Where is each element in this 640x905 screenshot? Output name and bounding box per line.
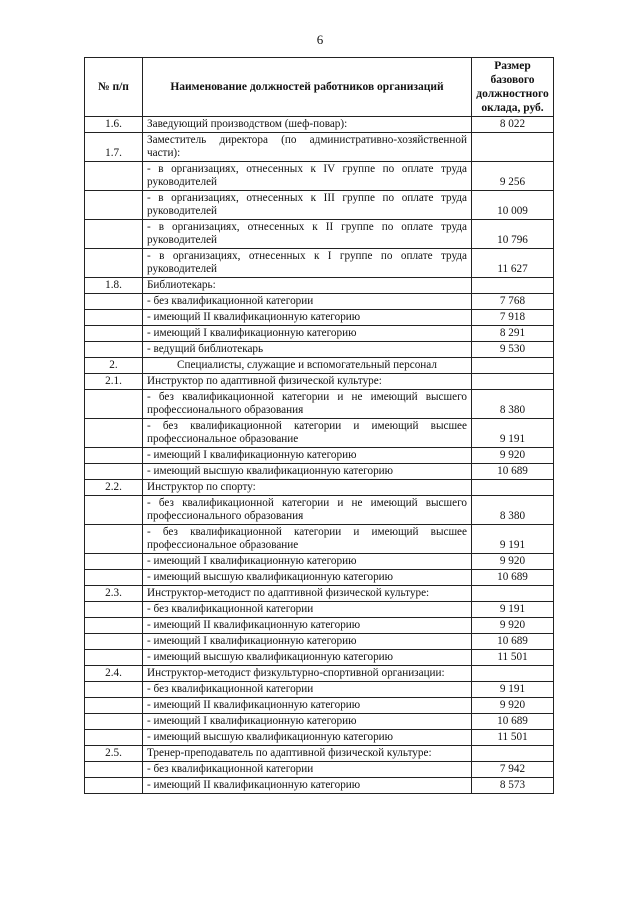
salary-value — [472, 480, 554, 496]
position-name: Библиотекарь: — [143, 278, 472, 294]
position-name: Заместитель директора (по административно-хозяйственной части): — [143, 133, 472, 162]
salary-value: 10 689 — [472, 570, 554, 586]
row-number — [85, 220, 143, 249]
row-number: 2.1. — [85, 374, 143, 390]
row-number: 2.5. — [85, 746, 143, 762]
salary-value: 11 501 — [472, 730, 554, 746]
row-number — [85, 390, 143, 419]
salary-value: 9 256 — [472, 162, 554, 191]
table-row — [85, 650, 554, 666]
position-name: - без квалификационной категории и имеющий высшее профессиональное образование — [143, 419, 472, 448]
salary-value: 9 191 — [472, 419, 554, 448]
salary-value — [472, 133, 554, 162]
salary-value: 8 380 — [472, 496, 554, 525]
salary-value: 11 501 — [472, 650, 554, 666]
table-row — [85, 133, 554, 162]
row-number: 2.2. — [85, 480, 143, 496]
salary-value: 9 920 — [472, 448, 554, 464]
row-number — [85, 714, 143, 730]
header-num: № п/п — [85, 58, 143, 117]
table-row — [85, 162, 554, 191]
table-row — [85, 278, 554, 294]
table-row — [85, 525, 554, 554]
position-name: - без квалификационной категории и не имеющий высшего профессионального образования — [143, 496, 472, 525]
table-row — [85, 310, 554, 326]
table-row — [85, 714, 554, 730]
salary-value: 9 920 — [472, 618, 554, 634]
salary-value — [472, 666, 554, 682]
position-name: - ведущий библиотекарь — [143, 342, 472, 358]
row-number — [85, 778, 143, 794]
table-row — [85, 682, 554, 698]
salary-value: 10 009 — [472, 191, 554, 220]
table-row — [85, 342, 554, 358]
salary-value: 8 022 — [472, 117, 554, 133]
salary-value — [472, 746, 554, 762]
position-name: - имеющий высшую квалификационную категорию — [143, 464, 472, 480]
position-name: - имеющий I квалификационную категорию — [143, 326, 472, 342]
position-name: Инструктор по адаптивной физической культуре: — [143, 374, 472, 390]
table-row — [85, 730, 554, 746]
row-number — [85, 570, 143, 586]
table-row — [85, 666, 554, 682]
row-number — [85, 496, 143, 525]
position-name: - без квалификационной категории — [143, 294, 472, 310]
table-row — [85, 570, 554, 586]
row-number — [85, 342, 143, 358]
salary-table — [84, 57, 554, 794]
salary-value: 8 291 — [472, 326, 554, 342]
table-row — [85, 554, 554, 570]
position-name: - имеющий II квалификационную категорию — [143, 310, 472, 326]
position-name: - без квалификационной категории и имеющий высшее профессиональное образование — [143, 525, 472, 554]
salary-value — [472, 374, 554, 390]
row-number: 2. — [85, 358, 143, 374]
position-name: - имеющий высшую квалификационную категорию — [143, 570, 472, 586]
position-name: Инструктор-методист физкультурно-спортивной организации: — [143, 666, 472, 682]
row-number — [85, 162, 143, 191]
position-name: - имеющий II квалификационную категорию — [143, 778, 472, 794]
table-row — [85, 762, 554, 778]
row-number: 1.7. — [85, 133, 143, 162]
row-number — [85, 249, 143, 278]
position-name: - имеющий высшую квалификационную категорию — [143, 650, 472, 666]
position-name: Инструктор по спорту: — [143, 480, 472, 496]
salary-value: 10 689 — [472, 464, 554, 480]
row-number — [85, 698, 143, 714]
salary-value: 9 191 — [472, 682, 554, 698]
table-header-row — [85, 58, 554, 117]
salary-value: 9 920 — [472, 698, 554, 714]
position-name: - без квалификационной категории и не имеющий высшего профессионального образования — [143, 390, 472, 419]
salary-value — [472, 586, 554, 602]
table-row — [85, 448, 554, 464]
table-row — [85, 326, 554, 342]
table-row — [85, 698, 554, 714]
position-name: - имеющий I квалификационную категорию — [143, 634, 472, 650]
position-name: - в организациях, отнесенных к IV группе по оплате труда руководителей — [143, 162, 472, 191]
row-number — [85, 464, 143, 480]
row-number — [85, 762, 143, 778]
position-name: - имеющий I квалификационную категорию — [143, 714, 472, 730]
position-name: - без квалификационной категории — [143, 602, 472, 618]
row-number — [85, 730, 143, 746]
section-title: Специалисты, служащие и вспомогательный персонал — [143, 358, 472, 374]
salary-value — [472, 278, 554, 294]
page-number: 6 — [316, 32, 324, 47]
salary-value: 9 530 — [472, 342, 554, 358]
row-number — [85, 310, 143, 326]
table-row — [85, 419, 554, 448]
table-row — [85, 480, 554, 496]
position-name: - имеющий высшую квалификационную категорию — [143, 730, 472, 746]
position-name: - без квалификационной категории — [143, 762, 472, 778]
row-number — [85, 650, 143, 666]
row-number: 2.3. — [85, 586, 143, 602]
table-row — [85, 390, 554, 419]
salary-value: 9 191 — [472, 602, 554, 618]
table-row — [85, 634, 554, 650]
position-name: - в организациях, отнесенных к I группе по оплате труда руководителей — [143, 249, 472, 278]
position-name: - без квалификационной категории — [143, 682, 472, 698]
row-number — [85, 191, 143, 220]
salary-value: 9 191 — [472, 525, 554, 554]
row-number — [85, 448, 143, 464]
section-row — [85, 358, 554, 374]
position-name: - имеющий I квалификационную категорию — [143, 554, 472, 570]
row-number — [85, 602, 143, 618]
table-row — [85, 464, 554, 480]
row-number: 1.6. — [85, 117, 143, 133]
table-row — [85, 220, 554, 249]
salary-value: 7 918 — [472, 310, 554, 326]
table-row — [85, 618, 554, 634]
row-number — [85, 326, 143, 342]
row-number — [85, 525, 143, 554]
salary-value: 10 689 — [472, 634, 554, 650]
table-row — [85, 117, 554, 133]
salary-value: 9 920 — [472, 554, 554, 570]
row-number — [85, 682, 143, 698]
position-name: - имеющий II квалификационную категорию — [143, 618, 472, 634]
table-row — [85, 746, 554, 762]
row-number — [85, 634, 143, 650]
header-size: Размер базового должностного оклада, руб. — [472, 58, 554, 117]
row-number: 2.4. — [85, 666, 143, 682]
salary-value: 8 380 — [472, 390, 554, 419]
table-row — [85, 294, 554, 310]
salary-value: 7 768 — [472, 294, 554, 310]
row-number — [85, 419, 143, 448]
row-number — [85, 294, 143, 310]
table-row — [85, 249, 554, 278]
row-number: 1.8. — [85, 278, 143, 294]
table-row — [85, 374, 554, 390]
table-row — [85, 778, 554, 794]
position-name: - в организациях, отнесенных к III группе по оплате труда руководителей — [143, 191, 472, 220]
position-name: - в организациях, отнесенных к II группе по оплате труда руководителей — [143, 220, 472, 249]
table-row — [85, 602, 554, 618]
salary-value — [472, 358, 554, 374]
table-row — [85, 191, 554, 220]
position-name: Тренер-преподаватель по адаптивной физической культуре: — [143, 746, 472, 762]
position-name: - имеющий II квалификационную категорию — [143, 698, 472, 714]
table-body — [85, 117, 554, 794]
position-name: Заведующий производством (шеф-повар): — [143, 117, 472, 133]
table-row — [85, 496, 554, 525]
salary-value: 8 573 — [472, 778, 554, 794]
salary-value: 10 796 — [472, 220, 554, 249]
table-row — [85, 586, 554, 602]
salary-value: 10 689 — [472, 714, 554, 730]
salary-value: 11 627 — [472, 249, 554, 278]
salary-value: 7 942 — [472, 762, 554, 778]
row-number — [85, 554, 143, 570]
position-name: Инструктор-методист по адаптивной физической культуре: — [143, 586, 472, 602]
position-name: - имеющий I квалификационную категорию — [143, 448, 472, 464]
header-name: Наименование должностей работников организаций — [143, 58, 472, 117]
row-number — [85, 618, 143, 634]
